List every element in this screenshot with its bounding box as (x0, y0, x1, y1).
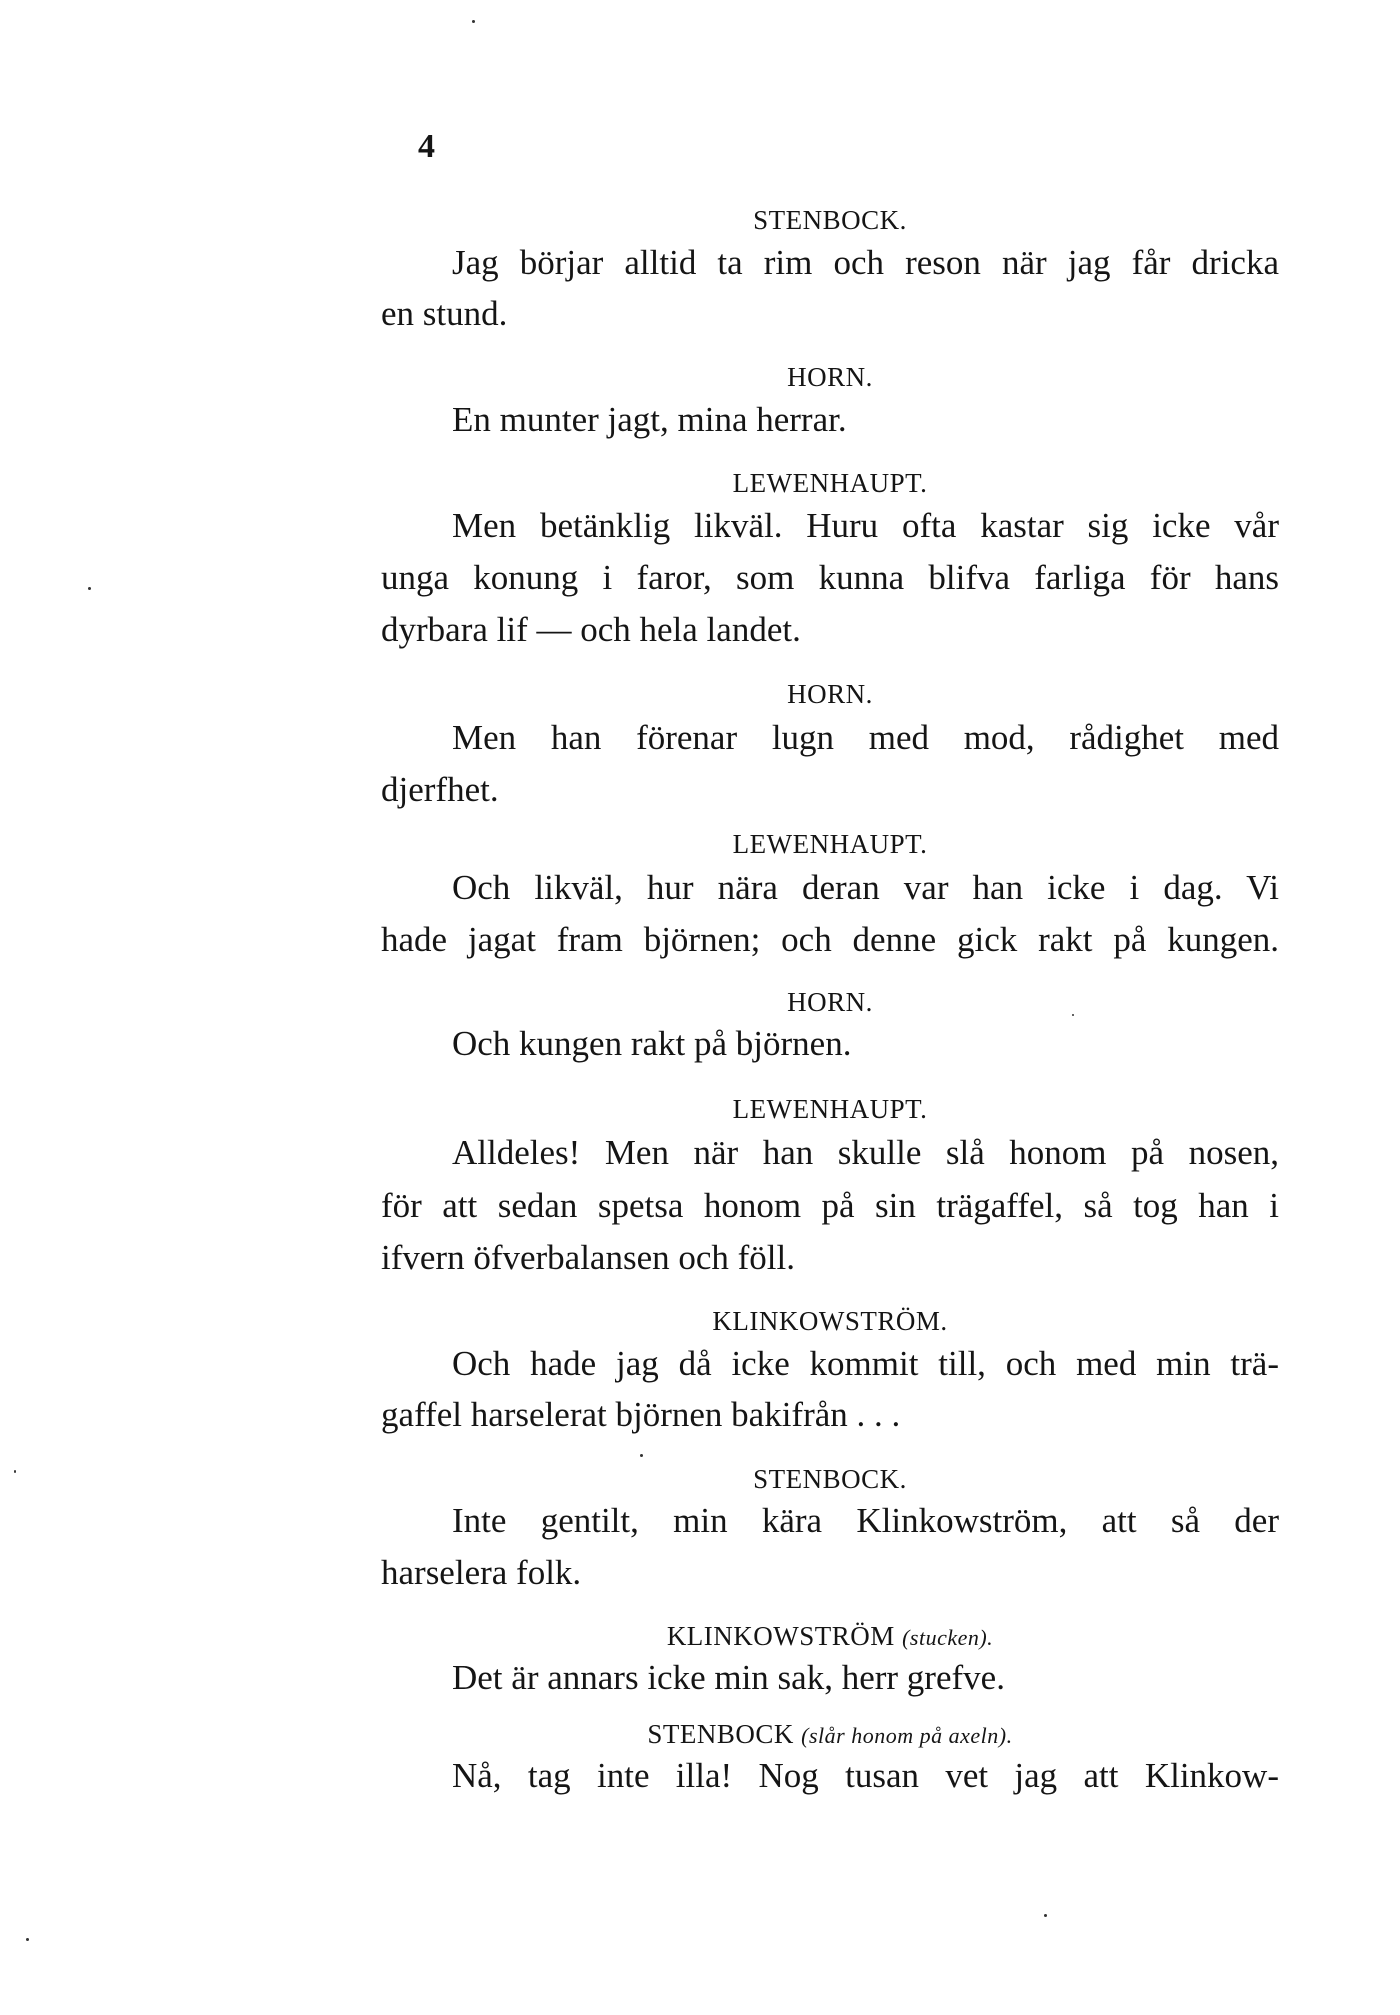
speaker-name: STENBOCK (647, 1719, 794, 1749)
scan-speck (472, 20, 475, 23)
speaker-name: KLINKOWSTRÖM (666, 1621, 895, 1651)
dialogue-line: unga konung i faror, som kunna blifva farliga för hans (381, 558, 1279, 597)
speaker-heading (380, 1719, 1280, 1750)
dialogue-line: Och hade jag då icke kommit till, och med min trä- (452, 1344, 1279, 1383)
dialogue-line: En munter jagt, mina herrar. (452, 400, 847, 439)
scan-speck (26, 1938, 29, 1941)
scan-speck (1044, 1914, 1047, 1917)
speaker-heading (380, 1621, 1280, 1652)
speaker-name: HORN. (787, 987, 873, 1017)
dialogue-line: hade jagat fram björnen; och denne gick rakt på kungen. (381, 920, 1279, 959)
scan-speck (1072, 1014, 1074, 1016)
speaker-name: LEWENHAUPT. (732, 1094, 928, 1124)
speaker-name: LEWENHAUPT. (732, 829, 928, 859)
stage-direction: (stucken). (902, 1625, 994, 1650)
dialogue-line: harselera folk. (381, 1553, 582, 1592)
dialogue-line: Inte gentilt, min kära Klinkowström, att så der (452, 1501, 1279, 1540)
scan-speck (14, 1470, 16, 1473)
speaker-name: STENBOCK. (753, 1464, 907, 1494)
dialogue-line: Och kungen rakt på björnen. (452, 1024, 852, 1063)
stage-direction: (slår honom på axeln). (801, 1723, 1013, 1748)
dialogue-line: Nå, tag inte illa! Nog tusan vet jag att Klinkow- (452, 1756, 1279, 1795)
dialogue-line: Och likväl, hur nära deran var han icke i dag. Vi (452, 868, 1279, 907)
dialogue-line: Alldeles! Men när han skulle slå honom på nosen, (452, 1133, 1279, 1172)
dialogue-line: Men han förenar lugn med mod, rådighet med (452, 718, 1279, 757)
speaker-name: LEWENHAUPT. (732, 468, 928, 498)
speaker-name: KLINKOWSTRÖM. (712, 1306, 948, 1336)
speaker-name: STENBOCK. (753, 205, 907, 235)
speaker-name: HORN. (787, 362, 873, 392)
dialogue-line: en stund. (381, 294, 508, 333)
dialogue-line: ifvern öfverbalansen och föll. (381, 1238, 796, 1277)
dialogue-line: dyrbara lif — och hela landet. (381, 610, 801, 649)
dialogue-line: Jag börjar alltid ta rim och reson när jag får dricka (452, 243, 1279, 282)
speaker-name: HORN. (787, 679, 873, 709)
dialogue-line: djerfhet. (381, 770, 499, 809)
scan-speck (88, 587, 91, 590)
dialogue-line: gaffel harselerat björnen bakifrån . . . (381, 1395, 901, 1434)
dialogue-line: för att sedan spetsa honom på sin trägaffel, så tog han i (381, 1186, 1279, 1225)
dialogue-line: Det är annars icke min sak, herr grefve. (452, 1658, 1005, 1697)
scan-speck (640, 1454, 643, 1457)
page-number: 4 (418, 128, 435, 165)
dialogue-line: Men betänklig likväl. Huru ofta kastar sig icke vår (452, 506, 1279, 545)
